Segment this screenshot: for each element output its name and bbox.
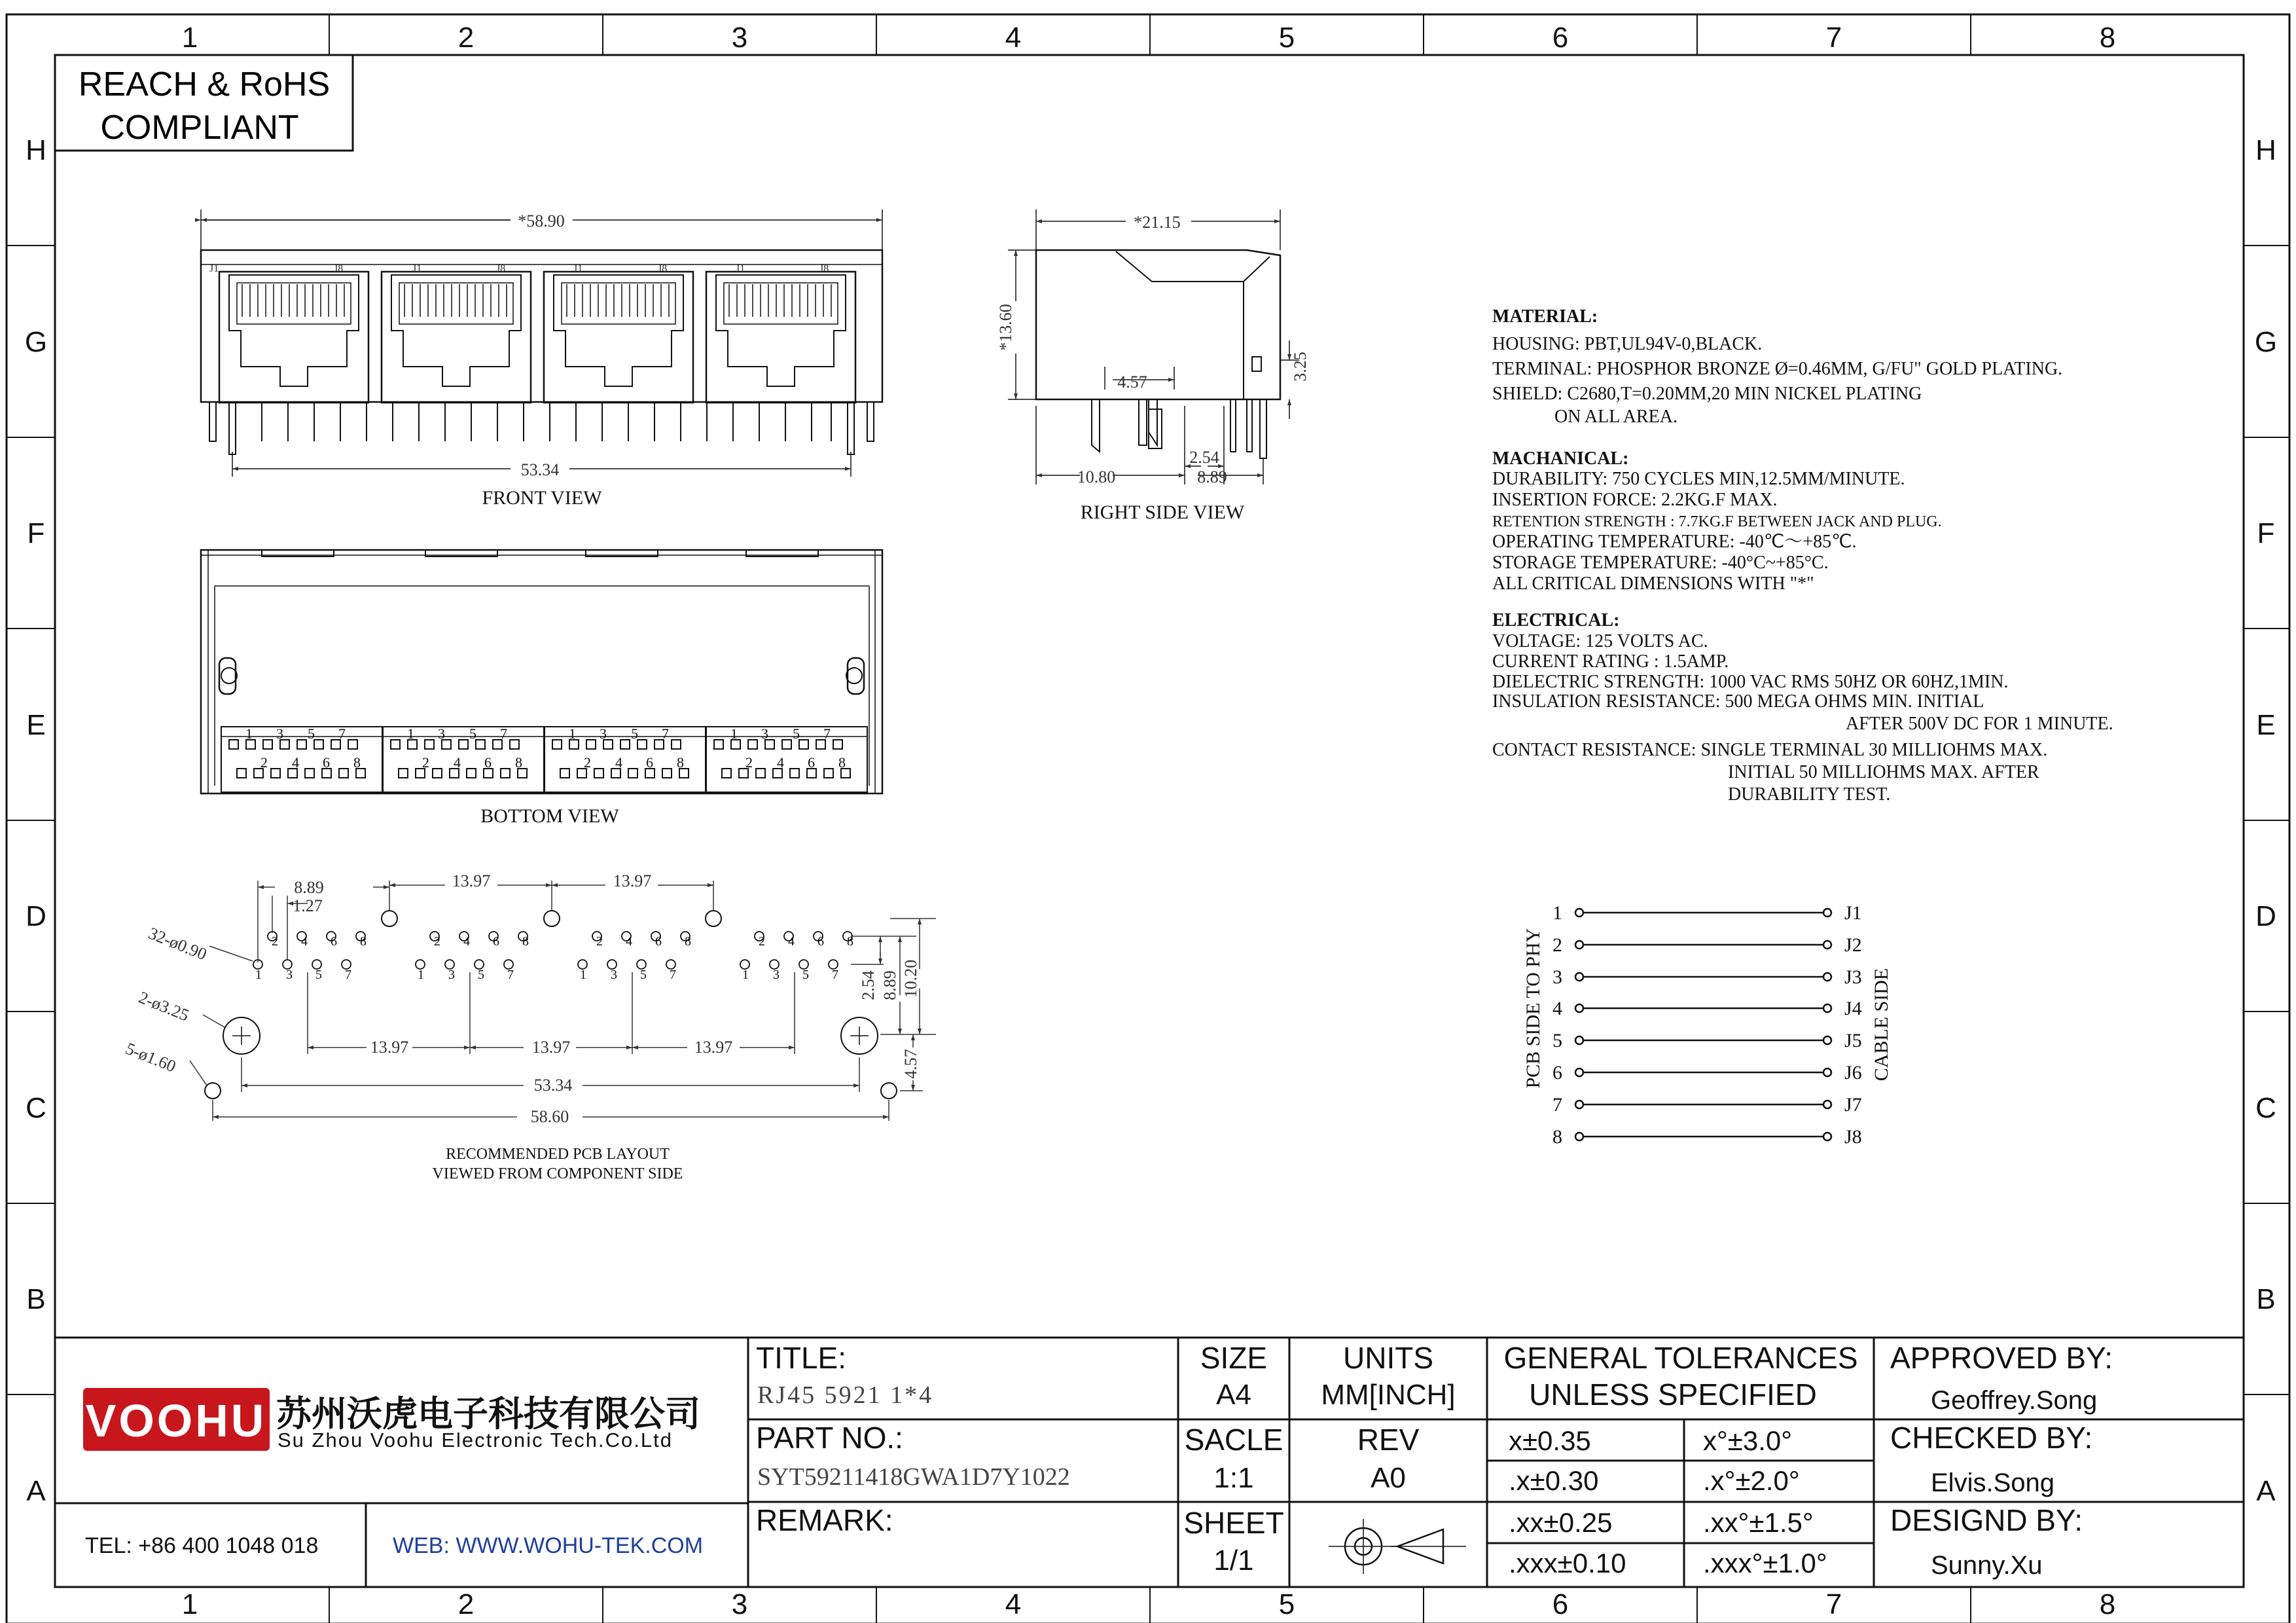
bv-pin: 8 xyxy=(677,754,684,771)
svg-text:VOOHU: VOOHU xyxy=(85,1395,267,1446)
pcb-pin: 2 xyxy=(434,934,440,949)
material-line: SHIELD: C2680,T=0.20MM,20 MIN NICKEL PLATING xyxy=(1492,384,1922,404)
tol-title1: GENERAL TOLERANCES xyxy=(1503,1341,1858,1375)
col-label: 2 xyxy=(457,1588,475,1620)
compliance-box xyxy=(55,55,353,151)
electrical-line: CONTACT RESISTANCE: SINGLE TERMINAL 30 MILLIOHMS MAX. xyxy=(1492,740,2048,760)
front-pitch-dim: 53.34 xyxy=(520,460,560,479)
pcb-pin: 6 xyxy=(655,934,662,949)
mechanical-line: INSERTION FORCE: 2.2KG.F MAX. xyxy=(1492,490,1778,510)
front-view-title: FRONT VIEW xyxy=(482,487,602,509)
pcb-dim: 8.89 xyxy=(294,878,324,897)
pcb-dim: 1.27 xyxy=(293,896,323,915)
electrical-line: INITIAL 50 MILLIOHMS MAX. AFTER xyxy=(1728,762,2039,782)
col-label: 6 xyxy=(1552,1588,1569,1620)
col-label: 6 xyxy=(1552,22,1569,54)
units-label: UNITS xyxy=(1343,1341,1433,1375)
schematic-left-pin: 2 xyxy=(1552,934,1562,956)
rsv-dim: 3.25 xyxy=(1291,352,1310,382)
mechanical-line: STORAGE TEMPERATURE: -40°C~+85°C. xyxy=(1492,553,1829,573)
approved-value: Geoffrey.Song xyxy=(1931,1386,2098,1415)
electrical-line: CURRENT RATING : 1.5AMP. xyxy=(1492,651,1729,672)
bv-pin: 2 xyxy=(584,754,591,771)
pcb-pin: 5 xyxy=(640,968,647,982)
tol-value: .x±0.30 xyxy=(1509,1465,1599,1496)
bv-pin: 6 xyxy=(323,754,330,771)
checked-label: CHECKED BY: xyxy=(1890,1421,2093,1455)
remark-label: REMARK: xyxy=(756,1503,893,1537)
col-label: 8 xyxy=(2099,22,2116,54)
bv-pin: 6 xyxy=(646,754,653,771)
front-pin-label: J1 xyxy=(412,263,422,274)
pcb-pin: 7 xyxy=(670,968,676,982)
pcb-pin: 6 xyxy=(817,934,824,949)
voohu-logo xyxy=(83,1388,270,1451)
electrical-heading: ELECTRICAL: xyxy=(1492,610,1620,630)
rev-value: A0 xyxy=(1371,1462,1406,1494)
bv-pin: 1 xyxy=(407,725,414,742)
col-label: 4 xyxy=(1005,22,1022,54)
row-label: F xyxy=(27,517,45,549)
col-label: 1 xyxy=(181,22,198,54)
sheet-value: 1/1 xyxy=(1213,1544,1254,1577)
pcb-dim: 53.34 xyxy=(533,1076,573,1095)
tol-value: x°±3.0° xyxy=(1703,1425,1793,1456)
title-block xyxy=(55,1338,2244,1587)
pcb-pin: 8 xyxy=(522,934,529,949)
part-label: PART NO.: xyxy=(756,1421,903,1455)
pcb-title-line2: VIEWED FROM COMPONENT SIDE xyxy=(432,1165,683,1182)
rsv-dim: *13.60 xyxy=(996,304,1015,351)
electrical-line: INSULATION RESISTANCE: 500 MEGA OHMS MIN. INITIAL xyxy=(1492,691,1984,712)
pcb-pin: 7 xyxy=(345,968,351,982)
pcb-pin: 2 xyxy=(759,934,765,949)
pcb-pin: 3 xyxy=(286,968,293,982)
company-en: Su Zhou Voohu Electronic Tech.Co.Ltd xyxy=(278,1429,673,1451)
mechanical-line: OPERATING TEMPERATURE: -40℃～+85℃. xyxy=(1492,532,1857,552)
row-label: H xyxy=(2255,134,2276,166)
tol-value: x±0.35 xyxy=(1509,1425,1591,1456)
compliance-line1: REACH & RoHS xyxy=(78,65,331,103)
pcb-pin: 7 xyxy=(832,968,838,982)
front-pin-label: J8 xyxy=(334,263,344,274)
schematic-right-pin: J4 xyxy=(1844,998,1862,1019)
bv-pin: 8 xyxy=(353,754,361,771)
rsv-dim: 2.54 xyxy=(1189,448,1219,467)
bv-pin: 5 xyxy=(469,725,476,742)
pcb-pin: 4 xyxy=(626,934,632,949)
bv-pin: 3 xyxy=(276,725,283,742)
pcb-dim: 32-ø0.90 xyxy=(145,923,210,964)
row-label: D xyxy=(2255,900,2276,932)
row-label: H xyxy=(26,134,46,166)
pcb-pin: 4 xyxy=(301,934,308,949)
schematic-left-pin: 1 xyxy=(1552,902,1562,924)
electrical-line: DIELECTRIC STRENGTH: 1000 VAC RMS 50HZ OR 60HZ,1MIN. xyxy=(1492,672,2009,692)
schematic-left-pin: 4 xyxy=(1552,998,1562,1019)
row-label: G xyxy=(24,326,48,358)
material-heading: MATERIAL: xyxy=(1492,306,1598,327)
tol-value: .x°±2.0° xyxy=(1703,1465,1800,1496)
scale-value: 1:1 xyxy=(1213,1462,1254,1494)
col-label: 8 xyxy=(2099,1588,2116,1620)
schematic-left-pin: 5 xyxy=(1552,1030,1562,1051)
design-value: Sunny.Xu xyxy=(1931,1551,2043,1580)
pcb-dim: 4.57 xyxy=(901,1049,920,1079)
bv-pin: 5 xyxy=(631,725,638,742)
bv-pin: 1 xyxy=(730,725,738,742)
schematic-right-pin: J8 xyxy=(1844,1126,1862,1148)
pcb-dim: 5-ø1.60 xyxy=(122,1038,179,1076)
pcb-pin: 7 xyxy=(507,968,514,982)
pcb-pin: 3 xyxy=(773,968,780,982)
bv-pin: 4 xyxy=(615,754,622,771)
pcb-dim: 13.97 xyxy=(370,1038,409,1057)
mechanical-heading: MACHANICAL: xyxy=(1492,448,1629,469)
schematic-right-pin: J6 xyxy=(1844,1062,1862,1084)
tol-title2: UNLESS SPECIFIED xyxy=(1529,1377,1817,1412)
pcb-pin: 6 xyxy=(331,934,337,949)
col-label: 3 xyxy=(731,1588,748,1620)
pcb-pin: 4 xyxy=(463,934,470,949)
rsv-dim: 8.89 xyxy=(1197,467,1227,486)
pcb-dim: 58.60 xyxy=(530,1107,569,1126)
schematic-right-label: CABLE SIDE xyxy=(1871,968,1892,1082)
schematic-left-pin: 7 xyxy=(1552,1094,1562,1116)
bv-pin: 3 xyxy=(438,725,445,742)
bv-pin: 7 xyxy=(662,725,669,742)
pcb-pin: 6 xyxy=(493,934,499,949)
electrical-line: DURABILITY TEST. xyxy=(1728,784,1891,805)
title-value: RJ45 5921 1*4 xyxy=(757,1381,934,1409)
bv-pin: 6 xyxy=(808,754,815,771)
pcb-pin: 5 xyxy=(315,968,322,982)
schematic-left-pin: 3 xyxy=(1552,966,1562,988)
col-label: 5 xyxy=(1278,22,1295,54)
col-label: 1 xyxy=(181,1588,198,1620)
front-pin-label: J8 xyxy=(496,263,506,274)
pcb-pin: 1 xyxy=(255,968,262,982)
tol-value: .xxx±0.10 xyxy=(1509,1548,1626,1578)
right-side-view xyxy=(1008,210,1299,484)
col-label: 4 xyxy=(1005,1588,1022,1620)
title-label: TITLE: xyxy=(756,1341,847,1375)
mechanical-line: RETENTION STRENGTH : 7.7KG.F BETWEEN JACK AND PLUG. xyxy=(1492,513,1942,530)
schematic-right-pin: J7 xyxy=(1844,1094,1862,1116)
bv-pin: 1 xyxy=(245,725,253,742)
tol-value: .xx±0.25 xyxy=(1509,1507,1613,1538)
row-label: E xyxy=(26,709,46,741)
front-width-dim: *58.90 xyxy=(518,211,565,230)
size-label: SIZE xyxy=(1200,1341,1268,1375)
front-pin-label: J8 xyxy=(658,263,668,274)
col-label: 2 xyxy=(457,22,475,54)
web: WEB: WWW.WOHU-TEK.COM xyxy=(393,1533,704,1558)
bv-pin: 6 xyxy=(484,754,492,771)
pcb-pin: 3 xyxy=(611,968,617,982)
material-line: ON ALL AREA. xyxy=(1554,407,1677,427)
electrical-line: AFTER 500V DC FOR 1 MINUTE. xyxy=(1846,714,2113,734)
bv-pin: 4 xyxy=(292,754,299,771)
pcb-pin: 3 xyxy=(448,968,455,982)
material-line: TERMINAL: PHOSPHOR BRONZE Ø=0.46MM, G/FU" GOLD PLATING. xyxy=(1492,359,2063,379)
pin-schematic xyxy=(1575,909,1831,1140)
schematic-right-pin: J3 xyxy=(1844,966,1862,988)
pcb-pin: 8 xyxy=(360,934,367,949)
pcb-dim: 2-ø3.25 xyxy=(135,987,192,1025)
tol-value: .xx°±1.5° xyxy=(1703,1507,1814,1538)
front-pin-label: J1 xyxy=(736,263,745,274)
pcb-pin: 2 xyxy=(272,934,278,949)
scale-label: SACLE xyxy=(1184,1423,1283,1457)
approved-label: APPROVED BY: xyxy=(1890,1341,2113,1375)
size-value: A4 xyxy=(1216,1379,1251,1411)
pcb-dim: 13.97 xyxy=(531,1038,571,1057)
row-label: C xyxy=(2255,1092,2276,1124)
pcb-pin: 1 xyxy=(418,968,424,982)
rev-label: REV xyxy=(1357,1423,1420,1457)
bv-pin: 2 xyxy=(422,754,429,771)
bv-pin: 4 xyxy=(777,754,784,771)
pcb-pin: 8 xyxy=(847,934,853,949)
bv-pin: 7 xyxy=(823,725,831,742)
sheet-label: SHEET xyxy=(1183,1506,1284,1540)
pcb-dim: 10.20 xyxy=(901,959,920,998)
rsv-dim: *21.15 xyxy=(1134,213,1181,232)
col-label: 3 xyxy=(731,22,748,54)
schematic-left-label: PCB SIDE TO PHY xyxy=(1522,928,1544,1089)
electrical-line: VOLTAGE: 125 VOLTS AC. xyxy=(1492,631,1708,651)
pcb-dim: 8.89 xyxy=(880,970,899,1000)
material-line: HOUSING: PBT,UL94V-0,BLACK. xyxy=(1492,334,1763,354)
pcb-pin: 2 xyxy=(596,934,603,949)
pcb-dim: 2.54 xyxy=(859,970,878,1000)
bv-pin: 7 xyxy=(500,725,507,742)
bv-pin: 4 xyxy=(454,754,461,771)
schematic-left-pin: 8 xyxy=(1552,1126,1562,1148)
drawing-frame xyxy=(7,14,2289,1623)
pcb-pin: 1 xyxy=(742,968,749,982)
rsv-dim: 10.80 xyxy=(1077,467,1116,486)
schematic-left-pin: 6 xyxy=(1552,1062,1562,1084)
row-label: C xyxy=(26,1092,46,1124)
bv-pin: 2 xyxy=(260,754,268,771)
pcb-title-line1: RECOMMENDED PCB LAYOUT xyxy=(446,1146,670,1163)
bv-pin: 5 xyxy=(793,725,800,742)
units-value: MM[INCH] xyxy=(1321,1379,1456,1411)
projection-symbol-icon xyxy=(1329,1519,1466,1574)
pcb-dim: 13.97 xyxy=(452,871,491,890)
bottom-view-title: BOTTOM VIEW xyxy=(480,805,619,827)
schematic-right-pin: J1 xyxy=(1844,902,1862,924)
row-label: D xyxy=(26,900,46,932)
pcb-dim: 13.97 xyxy=(694,1038,733,1057)
col-label: 7 xyxy=(1825,1588,1842,1620)
col-label: 5 xyxy=(1278,1588,1295,1620)
rsv-dim: 4.57 xyxy=(1117,373,1147,392)
bv-pin: 8 xyxy=(515,754,522,771)
front-view xyxy=(201,210,882,477)
pcb-pin: 5 xyxy=(478,968,484,982)
bv-pin: 3 xyxy=(600,725,607,742)
row-label: E xyxy=(2256,709,2276,741)
bv-pin: 3 xyxy=(761,725,768,742)
front-pin-label: J1 xyxy=(573,263,583,274)
pcb-pin: 5 xyxy=(802,968,809,982)
schematic-right-pin: J2 xyxy=(1844,934,1862,956)
mechanical-line: DURABILITY: 750 CYCLES MIN,12.5MM/MINUTE. xyxy=(1492,469,1905,489)
part-value: SYT59211418GWA1D7Y1022 xyxy=(757,1463,1070,1491)
compliance-line2: COMPLIANT xyxy=(100,109,299,147)
pcb-dim: 13.97 xyxy=(613,871,652,890)
bv-pin: 7 xyxy=(338,725,346,742)
bv-pin: 5 xyxy=(308,725,315,742)
bv-pin: 8 xyxy=(838,754,846,771)
mechanical-line: ALL CRITICAL DIMENSIONS WITH "*" xyxy=(1492,574,1814,594)
tol-value: .xxx°±1.0° xyxy=(1703,1548,1827,1578)
front-pin-label: J1 xyxy=(209,263,219,274)
checked-value: Elvis.Song xyxy=(1931,1468,2054,1497)
row-label: A xyxy=(26,1475,46,1507)
row-label: B xyxy=(2256,1283,2276,1315)
design-label: DESIGND BY: xyxy=(1890,1503,2083,1537)
front-pin-label: J8 xyxy=(819,263,829,274)
pcb-pin: 4 xyxy=(788,934,795,949)
row-label: A xyxy=(2256,1475,2276,1507)
bv-pin: 1 xyxy=(569,725,576,742)
company-cn: 苏州沃虎电子科技有限公司 xyxy=(276,1395,700,1434)
row-label: F xyxy=(2257,517,2275,549)
schematic-right-pin: J5 xyxy=(1844,1030,1862,1051)
pcb-pin: 8 xyxy=(685,934,691,949)
rsv-title: RIGHT SIDE VIEW xyxy=(1080,501,1245,523)
col-label: 7 xyxy=(1825,22,1842,54)
row-label: G xyxy=(2254,326,2278,358)
bv-pin: 2 xyxy=(745,754,753,771)
tel: TEL: +86 400 1048 018 xyxy=(85,1533,319,1558)
pcb-pin: 1 xyxy=(580,968,586,982)
row-label: B xyxy=(26,1283,46,1315)
